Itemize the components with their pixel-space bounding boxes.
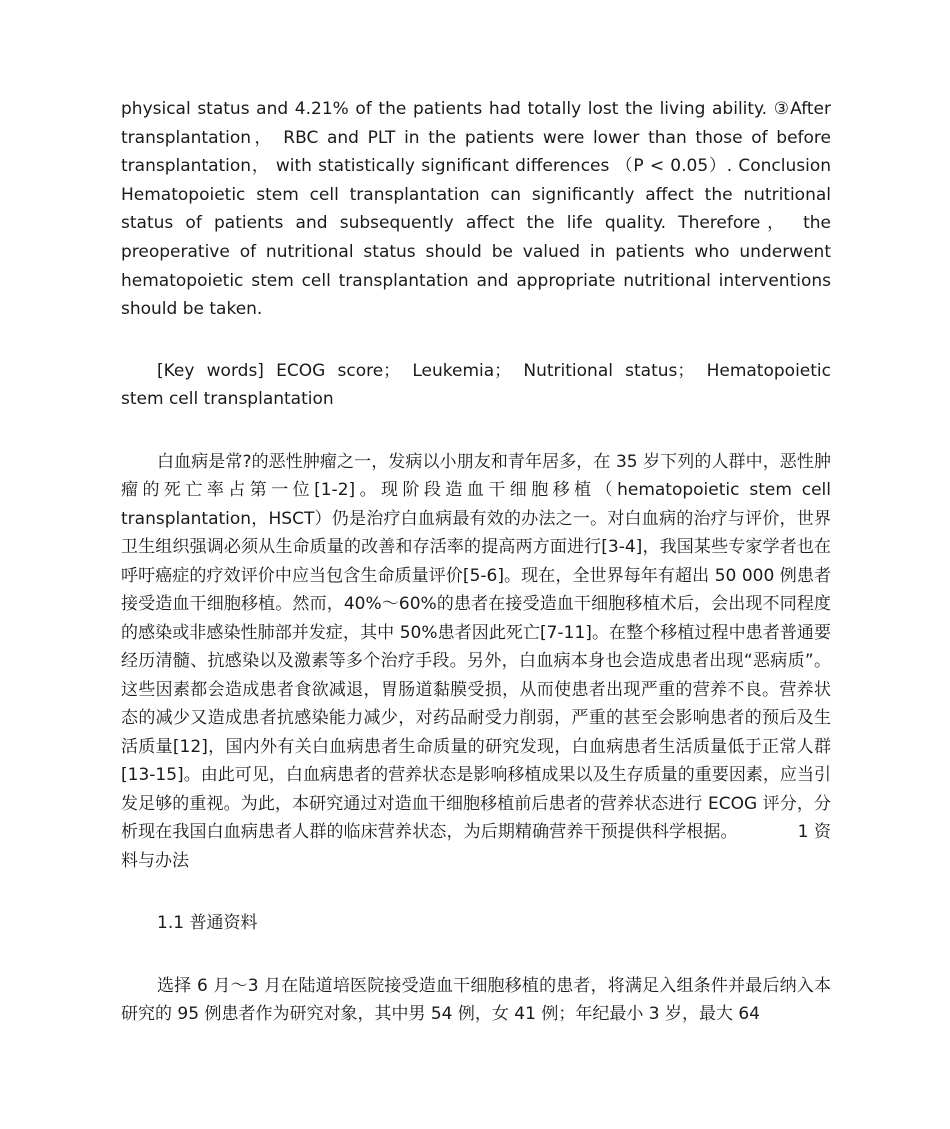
methods-paragraph: 选择 6 月～3 月在陆道培医院接受造血干细胞移植的患者，将满足入组条件并最后纳入本研究的 95 例患者作为研究对象，其中男 54 例，女 41 例；年纪最小 3 岁，最大 64 xyxy=(121,975,831,1025)
subsection-heading: 1.1 普通资料 xyxy=(157,913,258,934)
section-heading: 1 资料与办法 xyxy=(121,822,831,871)
abstract-continuation-paragraph: physical status and 4.21% of the patients had totally lost the living ability. ③After transplantation， RBC and PLT in the patients were lower than those of before transplantation， with statistically significant differences （P < 0.05）. Conclusion Hematopoietic stem cell transplantation can significantly affect the nutritional status of patients and subsequently affect the life quality. Therefore， the preoperative of nutritional status should be valued in patients who underwent hematopoietic stem cell transplantation and appropriate nutritional interventions should be taken. xyxy=(121,99,831,320)
keywords-paragraph: [Key words] ECOG score； Leukemia； Nutritional status； Hematopoietic stem cell transplantation xyxy=(121,360,831,410)
introduction-text: 白血病是常?的恶性肿瘤之一，发病以小朋友和青年居多，在 35 岁下列的人群中，恶性肿瘤的死亡率占第一位[1-2]。现阶段造血干细胞移植（hematopoietic stem cell transplantation，HSCT）仍是治疗白血病最有效的办法之一。对白血病的治疗与评价，世界卫生组织强调必须从生命质量的改善和存活率的提高两方面进行[3-4]，我国某些专家学者也在呼吁癌症的疗效评价中应当包含生命质量评价[5-6]。现在，全世界每年有超出 50 000 例患者接受造血干细胞移植。然而，40%～60%的患者在接受造血干细胞移植术后，会出现不同程度的感染或非感染性肺部并发症，其中 50%患者因此死亡[7-11]。在整个移植过程中患者普通要经历清髓、抗感染以及激素等多个治疗手段。另外，白血病本身也会造成患者出现“恶病质”。这些因素都会造成患者食欲减退，胃肠道黏膜受损，从而使患者出现严重的营养不良。营养状态的减少又造成患者抗感染能力减少，对药品耐受力削弱，严重的甚至会影响患者的预后及生活质量[12]，国内外有关白血病患者生命质量的研究发现，白血病患者生活质量低于正常人群[13-15]。由此可见，白血病患者的营养状态是影响移植成果以及生存质量的重要因素，应当引发足够的重视。为此，本研究通过对造血干细胞移植前后患者的营养状态进行 ECOG 评分，分析现在我国白血病患者人群的临床营养状态，为后期精确营养干预提供科学根据。 xyxy=(121,451,831,843)
introduction-paragraph xyxy=(121,448,831,876)
document-body xyxy=(121,95,831,1029)
